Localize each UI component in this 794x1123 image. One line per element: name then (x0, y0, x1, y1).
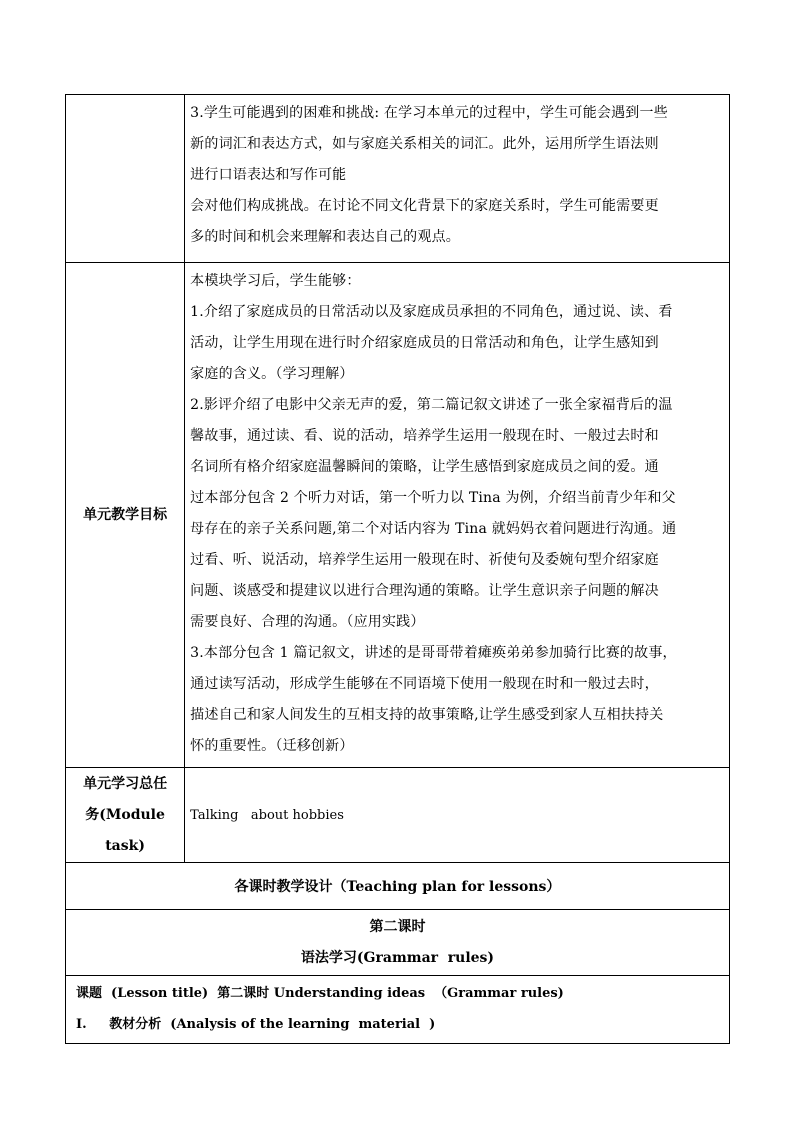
module-task-label-line: 务(Module (85, 806, 165, 823)
objectives-line: 名词所有格介绍家庭温馨瞬间的策略，让学生感悟到家庭成员之间的爱。通 (190, 459, 659, 475)
analysis-row: I. 教材分析 (Analysis of the learning material ) (76, 1017, 436, 1032)
objectives-line: 需要良好、合理的沟通。（应用实践） (190, 614, 425, 630)
module-task-label-line: task) (105, 837, 145, 854)
module-task-row (66, 768, 730, 863)
lesson-plan-document (65, 94, 730, 1044)
difficulty-line: 新的词汇和表达方式，如与家庭关系相关的词汇。此外，运用所学生语法则 (190, 136, 659, 152)
lesson-info-cell (66, 976, 730, 1044)
objectives-row (66, 263, 730, 768)
difficulty-text-cell (185, 95, 730, 263)
lesson-title: 第二课时 (369, 918, 426, 935)
difficulty-row (66, 95, 730, 263)
objectives-line: 馨故事，通过读、看、说的活动，培养学生运用一般现在时、一般过去时和 (190, 428, 659, 444)
lesson-heading-cell (66, 910, 730, 976)
plan-header-row (66, 863, 730, 910)
lesson-subtitle: 语法学习(Grammar rules) (300, 949, 495, 966)
difficulty-line: 会对他们构成挑战。在讨论不同文化背景下的家庭关系时，学生可能需要更 (190, 198, 659, 214)
difficulty-line: 进行口语表达和写作可能 (190, 167, 347, 183)
objectives-line: 描述自己和家人间发生的互相支持的故事策略,让学生感受到家人互相扶持关 (190, 707, 664, 723)
module-task-value: Talking about hobbies (185, 768, 730, 863)
difficulty-line: 3.学生可能遇到的困难和挑战: 在学习本单元的过程中，学生可能会遇到一些 (190, 105, 668, 121)
objectives-line: 3.本部分包含 1 篇记叙文，讲述的是哥哥带着瘫痪弟弟参加骑行比赛的故事， (190, 645, 677, 661)
objectives-line: 2.影评介绍了电影中父亲无声的爱，第二篇记叙文讲述了一张全家福背后的温 (190, 397, 673, 413)
objectives-line: 问题、谈感受和提建议以进行合理沟通的策略。让学生意识亲子问题的解决 (190, 583, 659, 599)
objectives-line: 本模块学习后，学生能够： (190, 273, 361, 289)
lesson-plan-table (65, 94, 730, 1044)
objectives-line: 母存在的亲子关系问题,第二个对话内容为 Tina 就妈妈衣着问题进行沟通。通 (190, 521, 677, 537)
objectives-line: 过本部分包含 2 个听力对话，第一个听力以 Tina 为例，介绍当前青少年和父 (190, 490, 676, 506)
module-task-label-line: 单元学习总任 (83, 775, 168, 792)
objectives-line: 活动，让学生用现在进行时介绍家庭成员的日常活动和角色，让学生感知到 (190, 335, 659, 351)
objectives-label: 单元教学目标 (66, 263, 185, 768)
difficulty-line: 多的时间和机会来理解和表达自己的观点。 (190, 229, 460, 245)
objectives-line: 通过读写活动，形成学生能够在不同语境下使用一般现在时和一般过去时， (190, 676, 659, 692)
module-task-label (66, 768, 185, 863)
difficulty-label-cell (66, 95, 185, 263)
objectives-line: 怀的重要性。（迁移创新） (190, 738, 354, 754)
lesson-info-row (66, 976, 730, 1044)
lesson-title-row: 课题 (Lesson title) 第二课时 Understanding ideas （Grammar rules) (76, 986, 564, 1001)
objectives-line: 1.介绍了家庭成员的日常活动以及家庭成员承担的不同角色，通过说、读、看 (190, 304, 673, 320)
objectives-line: 家庭的含义。（学习理解） (190, 366, 354, 382)
plan-header: 各课时教学设计（Teaching plan for lessons） (66, 863, 730, 910)
lesson-heading-row (66, 910, 730, 976)
objectives-line: 过看、听、说活动，培养学生运用一般现在时、祈使句及委婉句型介绍家庭 (190, 552, 659, 568)
objectives-text-cell (185, 263, 730, 768)
